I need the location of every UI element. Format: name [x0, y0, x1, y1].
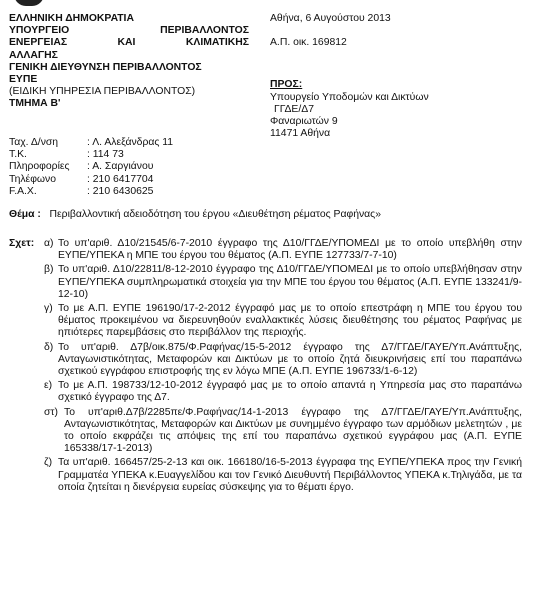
reference-letter: στ) [44, 406, 58, 418]
contact-value: : 210 6417704 [87, 173, 154, 185]
issuer-line: ΥΠΟΥΡΓΕΙΟ ΠΕΡΙΒΑΛΛΟΝΤΟΣ [9, 25, 249, 37]
issuer-line: ΕΝΕΡΓΕΙΑΣ ΚΑΙ ΚΛΙΜΑΤΙΚΗΣ [9, 37, 249, 49]
issuer-line: ΓΕΝΙΚΗ ΔΙΕΥΘΥΝΣΗ ΠΕΡΙΒΑΛΛΟΝΤΟΣ [9, 61, 202, 73]
reference-item [44, 303, 522, 340]
recipient-line: ΓΓΔΕ/Δ7 [274, 103, 314, 115]
references-label: Σχετ: [9, 238, 35, 249]
reference-text: Το υπ'αριθ.Δ7β/2285πε/Φ.Ραφήνας/14-1-2013 έγγραφο της Δ7/ΓΓΔΕ/ΓΑΥΕ/Υπ.Ανάπτυξης, Ανταγωνιστικότητας, Μεταφορών και Δικτύων με συνημμένο έγγραφο των αρμόδιων μελετητών , με το οποίο εκφράζει τις απόψεις της επί του παραπάνω σχετικού εγγράφου μας (Α.Π. ΕΥΠΕ 165338/17-1-2013) [64, 406, 522, 455]
reference-item [44, 407, 522, 456]
contact-value: : Λ. Αλεξάνδρας 11 [87, 137, 174, 148]
date-protocol-block [270, 13, 520, 140]
reference-item [44, 264, 522, 301]
reference-item [44, 342, 522, 379]
contact-label: Ταχ. Δ/νση [9, 137, 59, 148]
contact-label: Πληροφορίες [9, 161, 70, 173]
reference-letter: β) [44, 264, 54, 276]
reference-letter: ζ) [44, 457, 53, 469]
reference-letter: ε) [44, 380, 53, 392]
reference-text: Το με Α.Π. 198733/12-10-2012 έγγραφό μας με το οποίο απαντά η Υπηρεσία μας στο παραπάνω σχετικό έγγραφο της Δ7. [58, 380, 522, 404]
recipient-label: ΠΡΟΣ: [270, 79, 303, 91]
issuer-line: ΕΛΛΗΝΙΚΗ ΔΗΜΟΚΡΑΤΙΑ [9, 13, 134, 24]
reference-item [44, 380, 522, 404]
issuer-line: (ΕΙΔΙΚΗ ΥΠΗΡΕΣΙΑ ΠΕΡΙΒΑΛΛΟΝΤΟΣ) [9, 86, 196, 98]
reference-text: Τα υπ'αριθ. 166457/25-2-13 και οικ. 166180/16-5-2013 έγγραφα της ΕΥΠΕ/ΥΠΕΚΑ προς την Γενική Γραμματέα ΥΠΕΚΑ κ.Ευαγγελίδου και τον Γενικό Διευθυντή Περιβάλλοντος ΥΠΕΚΑ κ.Τηλιγάδα, με τα οποία ζητείται η διενέργεια ευρείας σύσκεψης για το θέματι έργο. [58, 457, 522, 493]
references-list [44, 238, 522, 496]
recipient-line: Φαναριωτών 9 [270, 116, 338, 128]
state-emblem-icon [14, 0, 44, 6]
subject-line [9, 209, 529, 221]
reference-letter: γ) [44, 303, 53, 315]
contact-row [9, 149, 249, 161]
contact-label: Τηλέφωνο [9, 173, 57, 185]
contact-value: : 210 6430625 [87, 185, 154, 197]
contact-row [9, 186, 249, 198]
recipient-line: 11471 Αθήνα [270, 128, 331, 140]
subject-label: Θέμα : [9, 209, 41, 220]
reference-letter: δ) [44, 341, 54, 353]
reference-item [44, 457, 522, 494]
contact-row [9, 174, 249, 186]
contact-value: : Α. Σαργιάνου [87, 161, 154, 173]
reference-text: Το υπ'αριθ. Δ7β/οικ.875/Φ.Ραφήνας/15-5-2012 έγγραφο της Δ7/ΓΓΔΕ/ΓΑΥΕ/Υπ.Ανάπτυξης, Ανταγωνιστικότητας, Μεταφορών και Δικτύων με το οποίο ζητά διευκρινήσεις επί του παραπάνω σχετικού εγγράφου επιστροφής της εν λόγω ΜΠΕ (Α.Π. ΕΥΠΕ 196733/1-6-12) [58, 341, 522, 378]
contact-row [9, 137, 249, 149]
reference-text: Το υπ'αριθ. Δ10/22811/8-12-2010 έγγραφο της Δ10/ΓΓΔΕ/ΥΠΟΜΕΔΙ με το οποίο υπεβλήθησαν στην ΕΥΠΕ/ΥΠΕΚΑ συμπληρωματικά στοιχεία για την ΜΠΕ του έργου του θέματος (Α.Π. ΕΥΠΕ 133241/9-12-10) [58, 264, 522, 300]
contact-details [9, 137, 249, 198]
reference-item [44, 238, 522, 262]
contact-row [9, 161, 249, 173]
recipient-line: Υπουργείο Υποδομών και Δικτύων [270, 91, 429, 103]
references-section [9, 238, 529, 496]
subject-text: Περιβαλλοντική αδειοδότηση του έργου «Διευθέτηση ρέματος Ραφήνας» [49, 209, 381, 220]
reference-text: Το υπ'αριθ. Δ10/21545/6-7-2010 έγγραφο της Δ10/ΓΓΔΕ/ΥΠΟΜΕΔΙ με το οποίο υπεβλήθη στην ΕΥΠΕ/ΥΠΕΚΑ η ΜΠΕ του έργου του θέματος (Α.Π. ΕΥΠΕ 127733/7-7-10) [58, 238, 522, 262]
protocol-number: Α.Π. οικ. 169812 [270, 37, 347, 49]
issuer-line: ΕΥΠΕ [9, 74, 38, 86]
issuer-block [9, 13, 249, 111]
contact-label: F.A.X. [9, 185, 37, 197]
contact-value: : 114 73 [87, 149, 124, 161]
reference-letter: α) [44, 238, 54, 249]
reference-text: Το με Α.Π. ΕΥΠΕ 196190/17-2-2012 έγγραφό μας με το οποίο επεστράφη η ΜΠΕ του έργου του θέματος προκειμένου να διερευνηθούν εναλλακτικές λύσεις διευθέτησης του ρέματος Ραφήνας με ηπιότερες παρεμβάσεις στο περιβάλλον της περιοχής. [58, 303, 522, 339]
issuer-line: ΑΛΛΑΓΗΣ [9, 49, 58, 61]
issuer-line: ΤΜΗΜΑ Β' [9, 98, 61, 110]
document-date: Αθήνα, 6 Αυγούστου 2013 [270, 13, 391, 24]
contact-label: Τ.Κ. [9, 149, 27, 161]
